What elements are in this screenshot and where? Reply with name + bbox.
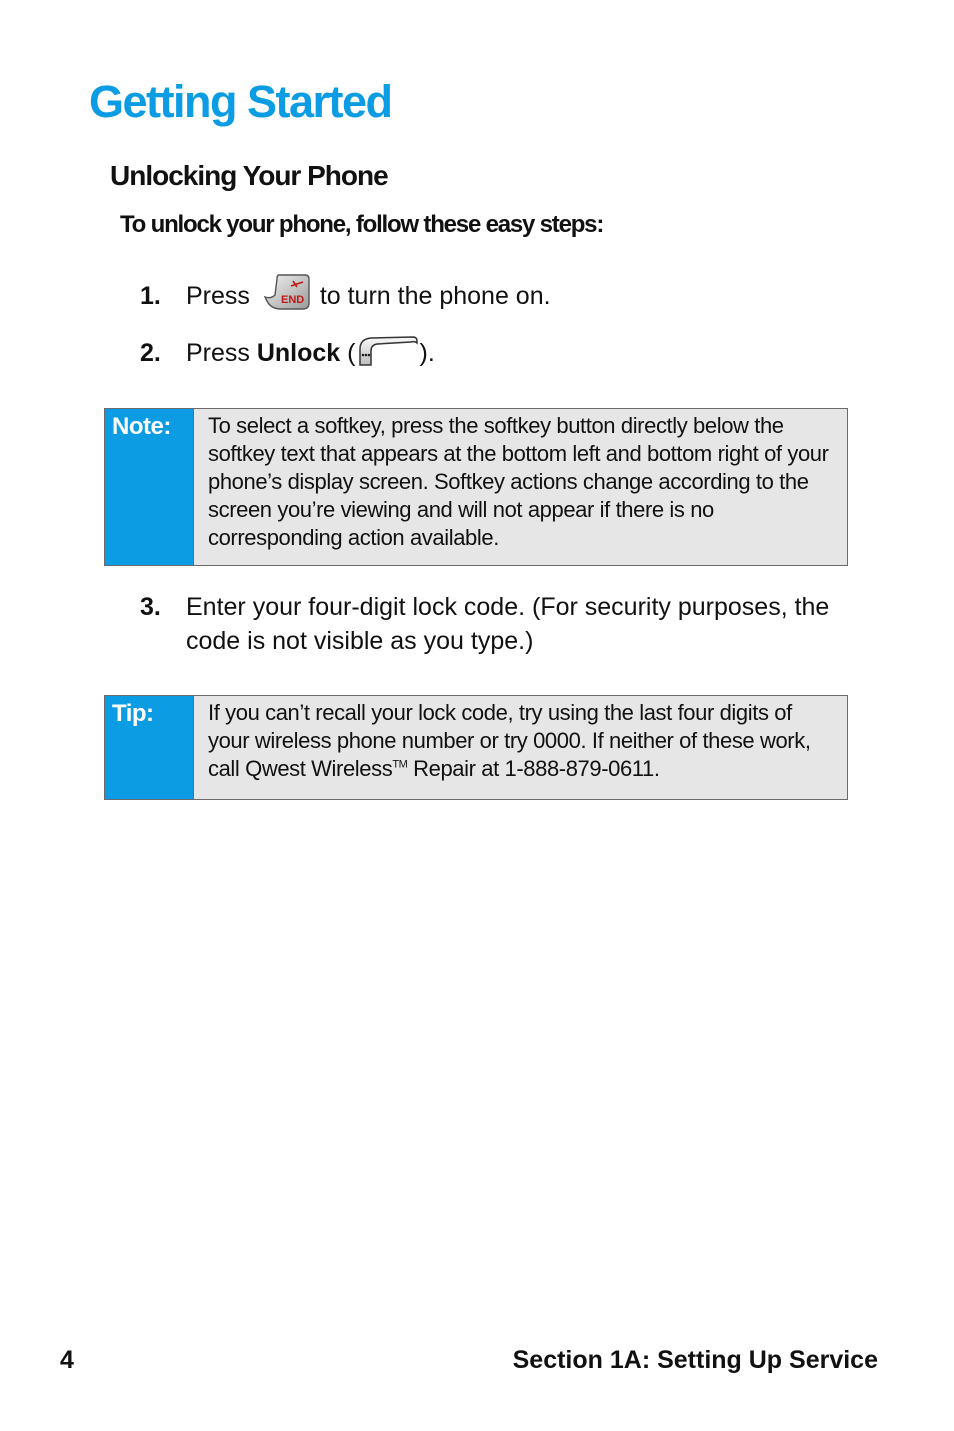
softkey-icon bbox=[357, 335, 419, 367]
end-key-label: END bbox=[280, 294, 305, 307]
step-text bbox=[186, 336, 435, 370]
footer-section-title: Section 1A: Setting Up Service bbox=[512, 1346, 878, 1374]
step-text-before: Press bbox=[186, 282, 250, 310]
note-callout bbox=[104, 408, 848, 566]
note-label: Note: bbox=[105, 409, 194, 565]
page-number: 4 bbox=[60, 1346, 74, 1374]
unlock-label: Unlock bbox=[256, 339, 341, 367]
tip-text-before: If you can’t recall your lock code, try using the last four digits of your wireless phone number or try 0000. If neither of these work, call Qwest Wireless bbox=[208, 700, 811, 781]
step-number: 1. bbox=[140, 282, 161, 310]
tip-label: Tip: bbox=[105, 696, 194, 799]
step-text: Enter your four-digit lock code. (For security purposes, the code is not visible as you type.) bbox=[186, 593, 830, 655]
note-text: To select a softkey, press the softkey button directly below the softkey text that appears at the bottom left and bottom right of your phone’s display screen. Softkey actions change according to the screen you’re viewing and will not appear if there is no corresponding action available. bbox=[208, 413, 829, 550]
end-key-icon bbox=[263, 273, 311, 313]
step-number: 2. bbox=[140, 339, 161, 367]
step-text-before: Press bbox=[186, 339, 250, 367]
paren-open: ( bbox=[347, 339, 356, 367]
intro-text: To unlock your phone, follow these easy steps: bbox=[120, 211, 604, 238]
step-number: 3. bbox=[140, 593, 161, 621]
step-text bbox=[186, 279, 551, 313]
page-title: Getting Started bbox=[89, 76, 392, 127]
tip-callout bbox=[104, 695, 848, 800]
paren-close: ). bbox=[419, 339, 435, 367]
tip-text bbox=[208, 699, 838, 783]
step-text-after: to turn the phone on. bbox=[319, 282, 551, 310]
trademark-mark: TM bbox=[392, 758, 408, 771]
section-heading: Unlocking Your Phone bbox=[110, 160, 388, 191]
tip-text-after: Repair at 1-888-879-0611. bbox=[407, 756, 660, 781]
